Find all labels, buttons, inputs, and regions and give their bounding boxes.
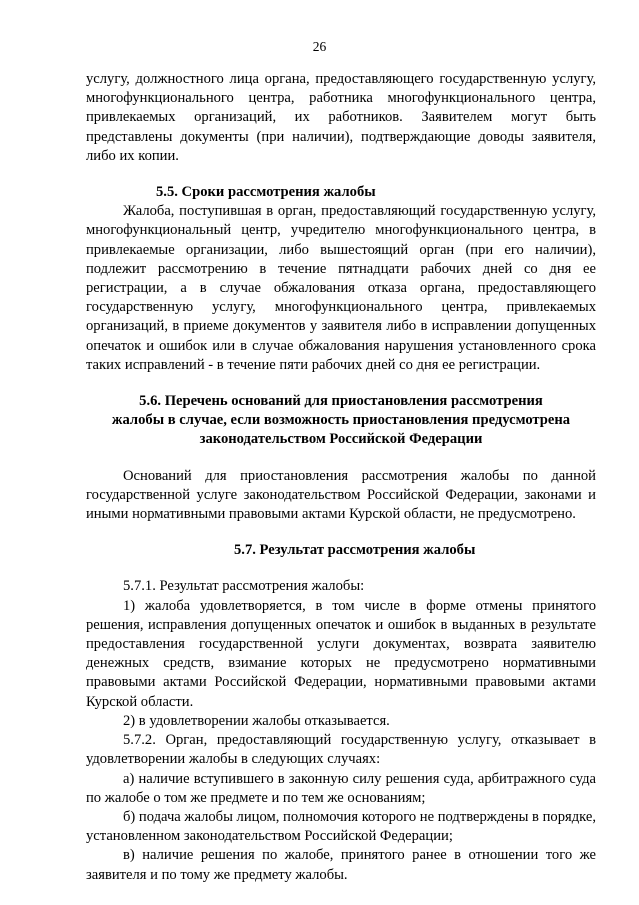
spacer [86,560,596,577]
section-5-7-heading: 5.7. Результат рассмотрения жалобы [234,542,476,559]
section-5-7-1: 5.7.1. Результат рассмотрения жалобы: [123,578,365,595]
section-5-6-heading [86,392,596,450]
spacer [86,524,596,541]
page-content [86,70,596,885]
section-5-5-text: Жалоба, поступившая в орган, предоставляющий государственную услугу, многофункциональный центр, учредителю многофункционального центра, в привлекаемые организации, либо вышестоящий орган (при его наличии), подлежит рассмотрению в течение пятнадцати рабочих дней со дня ее регистрации, а в случае обжалования отказа органа, предоставляющего государственную услугу, многофункционального центра, привлекаемых организаций, в приеме документов у заявителя либо в исправлении допущенных опечаток и ошибок или в случае обжалования нарушения установленного срока таких исправлений - в течение пяти рабочих дней со дня ее регистрации. [86,203,596,373]
section-5-6-heading-line-1: 5.6. Перечень оснований для приостановления рассмотрения [139,393,543,410]
section-5-7-2-item-b: б) подача жалобы лицом, полномочия которого не подтверждены в порядке, установленном законодательством Российской Федерации; [86,808,596,845]
spacer [86,375,596,392]
section-5-7-1-item-1: 1) жалоба удовлетворяется, в том числе в форме отмены принятого решения, исправления допущенных опечаток и ошибок в выданных в результате предоставления государственной услуги документах, возврата заявителю денежных средств, взимание которых не предусмотрено нормативными правовыми актами Российской Федерации, нормативными правовыми актами Курской области. [86,597,596,710]
continuation-paragraph: услугу, должностного лица органа, предоставляющего государственную услугу, многофункционального центра, работника многофункционального центра, привлекаемых организаций, их работников. Заявителем могут быть представлены документы (при наличии), подтверждающие доводы заявителя, либо их копии. [86,71,596,164]
spacer [86,450,596,467]
spacer [86,166,596,183]
section-5-5-heading: 5.5. Сроки рассмотрения жалобы [156,184,376,201]
section-5-6-text: Оснований для приостановления рассмотрения жалобы по данной государственной услуге законодательством Российской Федерации, законами и иными нормативными правовыми актами Курской области, не предусмотрено. [86,467,596,523]
page-number: 26 [312,39,327,54]
section-5-6-heading-line-2: жалобы в случае, если возможность приостановления предусмотрена [111,412,571,429]
section-5-7-2: 5.7.2. Орган, предоставляющий государственную услугу, отказывает в удовлетворении жалобы в следующих случаях: [86,732,596,768]
section-5-7-2-item-c: в) наличие решения по жалобе, принятого ранее в отношении того же заявителя и по тому же предмету жалобы. [86,847,596,883]
section-5-7-2-item-a: а) наличие вступившего в законную силу решения суда, арбитражного суда по жалобе о том же предмете и по тем же основаниям; [86,770,596,806]
section-5-6-heading-line-3: законодательством Российской Федерации [199,431,483,448]
section-5-7-1-item-2: 2) в удовлетворении жалобы отказывается. [123,712,390,729]
